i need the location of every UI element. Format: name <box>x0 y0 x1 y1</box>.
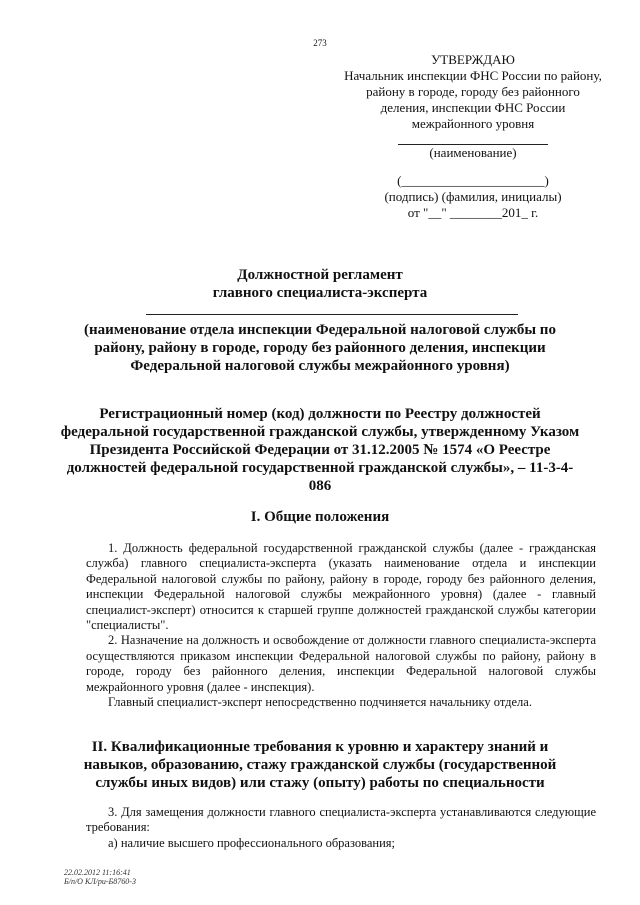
title-line: главного специалиста-эксперта <box>212 285 428 301</box>
page-number: 273 <box>313 38 327 48</box>
approval-position-line: Начальник инспекции ФНС России по району, <box>344 68 602 83</box>
name-caption: (наименование) <box>429 145 517 160</box>
title-line: Должностной регламент <box>237 267 403 283</box>
signature-caption: (подпись) (фамилия, инициалы) <box>384 189 562 204</box>
signature-blank: (______________________) <box>397 173 549 188</box>
paragraph: 2. Назначение на должность и освобождение от должности главного специалиста-эксперта осуществляются приказом инспекции Федеральной налоговой службы по району, району в городе, городу без районного деления, инспекции Федеральной налоговой службы межрайонного уровня (далее - инспекция). <box>86 633 596 694</box>
paragraph: а) наличие высшего профессионального образования; <box>108 835 395 850</box>
approval-heading: УТВЕРЖДАЮ <box>431 52 515 67</box>
section-body <box>86 805 596 851</box>
section-heading: II. Квалификационные требования к уровню и характеру знаний и навыков, образованию, стажу гражданской службы (государственной службы иных видов) или стажу (опыту) работы по специальности <box>83 739 557 791</box>
registration-number: Регистрационный номер (код) должности по Реестру должностей федеральной государственной гражданской службы, утвержденному Указом Президента Российской Федерации от 31.12.2005 № 1574 «О Реестре должностей федеральной государственной гражданской службы», – 11-3-4-086 <box>60 406 580 494</box>
department-name: (наименование отдела инспекции Федеральной налоговой службы по району, району в городе, городу без районного деления, инспекции Федеральной налоговой службы межрайонного уровня) <box>84 322 556 374</box>
title-underline <box>146 314 518 315</box>
paragraph: 3. Для замещения должности главного специалиста-эксперта устанавливаются следующие требования: <box>86 805 596 835</box>
date-line: от "__" ________201_ г. <box>407 205 539 220</box>
footer-line: Б/п/О КЛ/ри-Б8760-3 <box>64 877 136 886</box>
approval-position-line: межрайонного уровня <box>411 116 535 131</box>
approval-block <box>338 52 608 221</box>
print-footer <box>64 868 136 886</box>
approval-position-line: району в городе, городу без районного <box>366 84 580 99</box>
paragraph: Главный специалист-эксперт непосредственно подчиняется начальнику отдела. <box>108 695 532 710</box>
footer-line: 22.02.2012 11:16:41 <box>64 868 131 877</box>
document-title <box>60 266 580 302</box>
paragraph: 1. Должность федеральной государственной гражданской службы (далее - гражданская служба) главного специалиста-эксперта (указать наименование отдела и инспекции Федеральной налоговой службы по району, району в городе, городу без районного деления, инспекции Федеральной налоговой службы межрайонного уровня) (далее - главный специалист-эксперт) относится к старшей группе должностей гражданской службы категории "специалисты". <box>86 541 596 633</box>
approval-position-line: деления, инспекции ФНС России <box>380 100 566 115</box>
section-body <box>86 541 596 710</box>
section-heading: I. Общие положения <box>250 509 390 525</box>
